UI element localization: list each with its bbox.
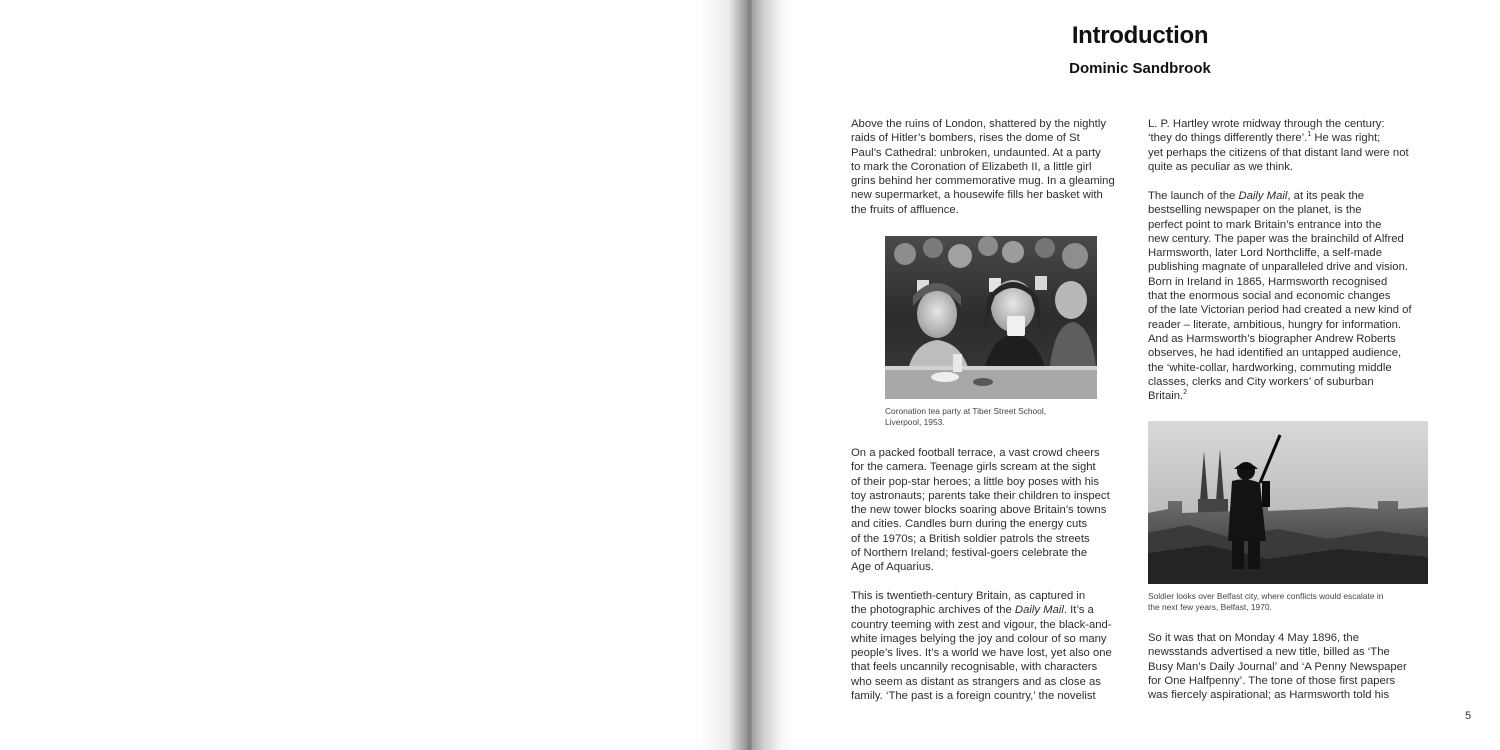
right-paragraph-1-text-b: He was right; yet perhaps the citizens of that distant land were not quite as peculiar as we think. [1148,132,1409,173]
chapter-title: Introduction [1071,22,1209,49]
photo-belfast-image [1148,421,1428,584]
gutter-shadow-left [700,0,752,750]
left-paragraph-3-text-a: This is twentieth-century Britain, as captured in the photographic archives of the [851,590,1086,617]
photo-coronation-image [885,236,1097,399]
left-paragraph-3-italic: Daily Mail [1014,604,1064,617]
chapter-author: Dominic Sandbrook [1069,60,1211,77]
left-paragraph-1: Above the ruins of London, shattered by the nightly raids of Hitler’s bombers, rises the dome of St Paul’s Cathedral: unbroken, undaunted. At a party to mark the Coronation of Elizabeth II, a little girl grins behind her commemorative mug. In a gleaming new supermarket, a housewife fills her basket with the fruits of affluence. [851,118,1115,216]
left-paragraph-3 [851,589,1136,703]
photo-caption-belfast: Soldier looks over Belfast city, where conflicts would escalate in the next few years, Belfast, 1970. [1148,591,1384,612]
photo-coronation-tea-party [885,236,1097,399]
left-paragraph-3-text-b: . It’s a country teeming with zest and vigour, the black-and- white images belying the joy and colour of so many people’s lives. It’s a world we have lost, yet also one that feels uncannily recognisable, with characters who seem as distant as strangers and as close as family. ‘The past is a foreign country,’ the novelist [851,604,1112,703]
right-paragraph-3: So it was that on Monday 4 May 1896, the newsstands advertised a new title, billed as ‘The Busy Man’s Daily Journal’ and ‘A Penny Newspaper for One Halfpenny’. The tone of those first papers was fiercely aspirational; as Harmsworth told his [1148,632,1407,702]
footnote-marker-1: 1 [1307,131,1312,139]
left-paragraph-2: On a packed football terrace, a vast crowd cheers for the camera. Teenage girls scream at the sight of their pop-star heroes; a little boy poses with his toy astronauts; parents take their children to inspect the new tower blocks soaring above Britain’s towns and cities. Candles burn during the energy cuts of the 1970s; a British soldier patrols the streets of Northern Ireland; festival-goers celebrate the Age of Aquarius. [851,447,1110,574]
gutter-shadow-right [750,0,795,750]
right-paragraph-2-text-b: , at its peak the bestselling newspaper on the planet, is the perfect point to mark Britain’s entrance into the new century. The paper was the brainchild of Alfred Harmsworth, later Lord Northcliffe, a self-made publishing magnate of unparalleled drive and vision. Born in Ireland in 1865, Harmsworth recognised that the enormous social and economic changes of the late Victorian period had created a new kind of reader – literate, ambitious, hungry for information. And as Harmsworth’s biographer Andrew Roberts observes, he had identified an untapped audience, the ‘white-collar, hardworking, commuting middle classes, clerks and City workers’ of suburban Britain. [1148,190,1412,403]
right-paragraph-2-italic: Daily Mail [1238,190,1288,202]
photo-belfast-soldier [1148,421,1428,584]
footnote-marker-2: 2 [1183,389,1188,397]
photo-caption-coronation: Coronation tea party at Tiber Street School, Liverpool, 1953. [885,406,1047,427]
right-paragraph-2-text-a: The launch of the [1148,190,1239,202]
right-paragraph-2 [1148,189,1433,403]
right-paragraph-1 [1148,117,1433,174]
page-number: 5 [1464,710,1472,722]
right-paragraph-1-text-a: L. P. Hartley wrote midway through the century: ‘they do things differently there’. [1148,118,1385,145]
